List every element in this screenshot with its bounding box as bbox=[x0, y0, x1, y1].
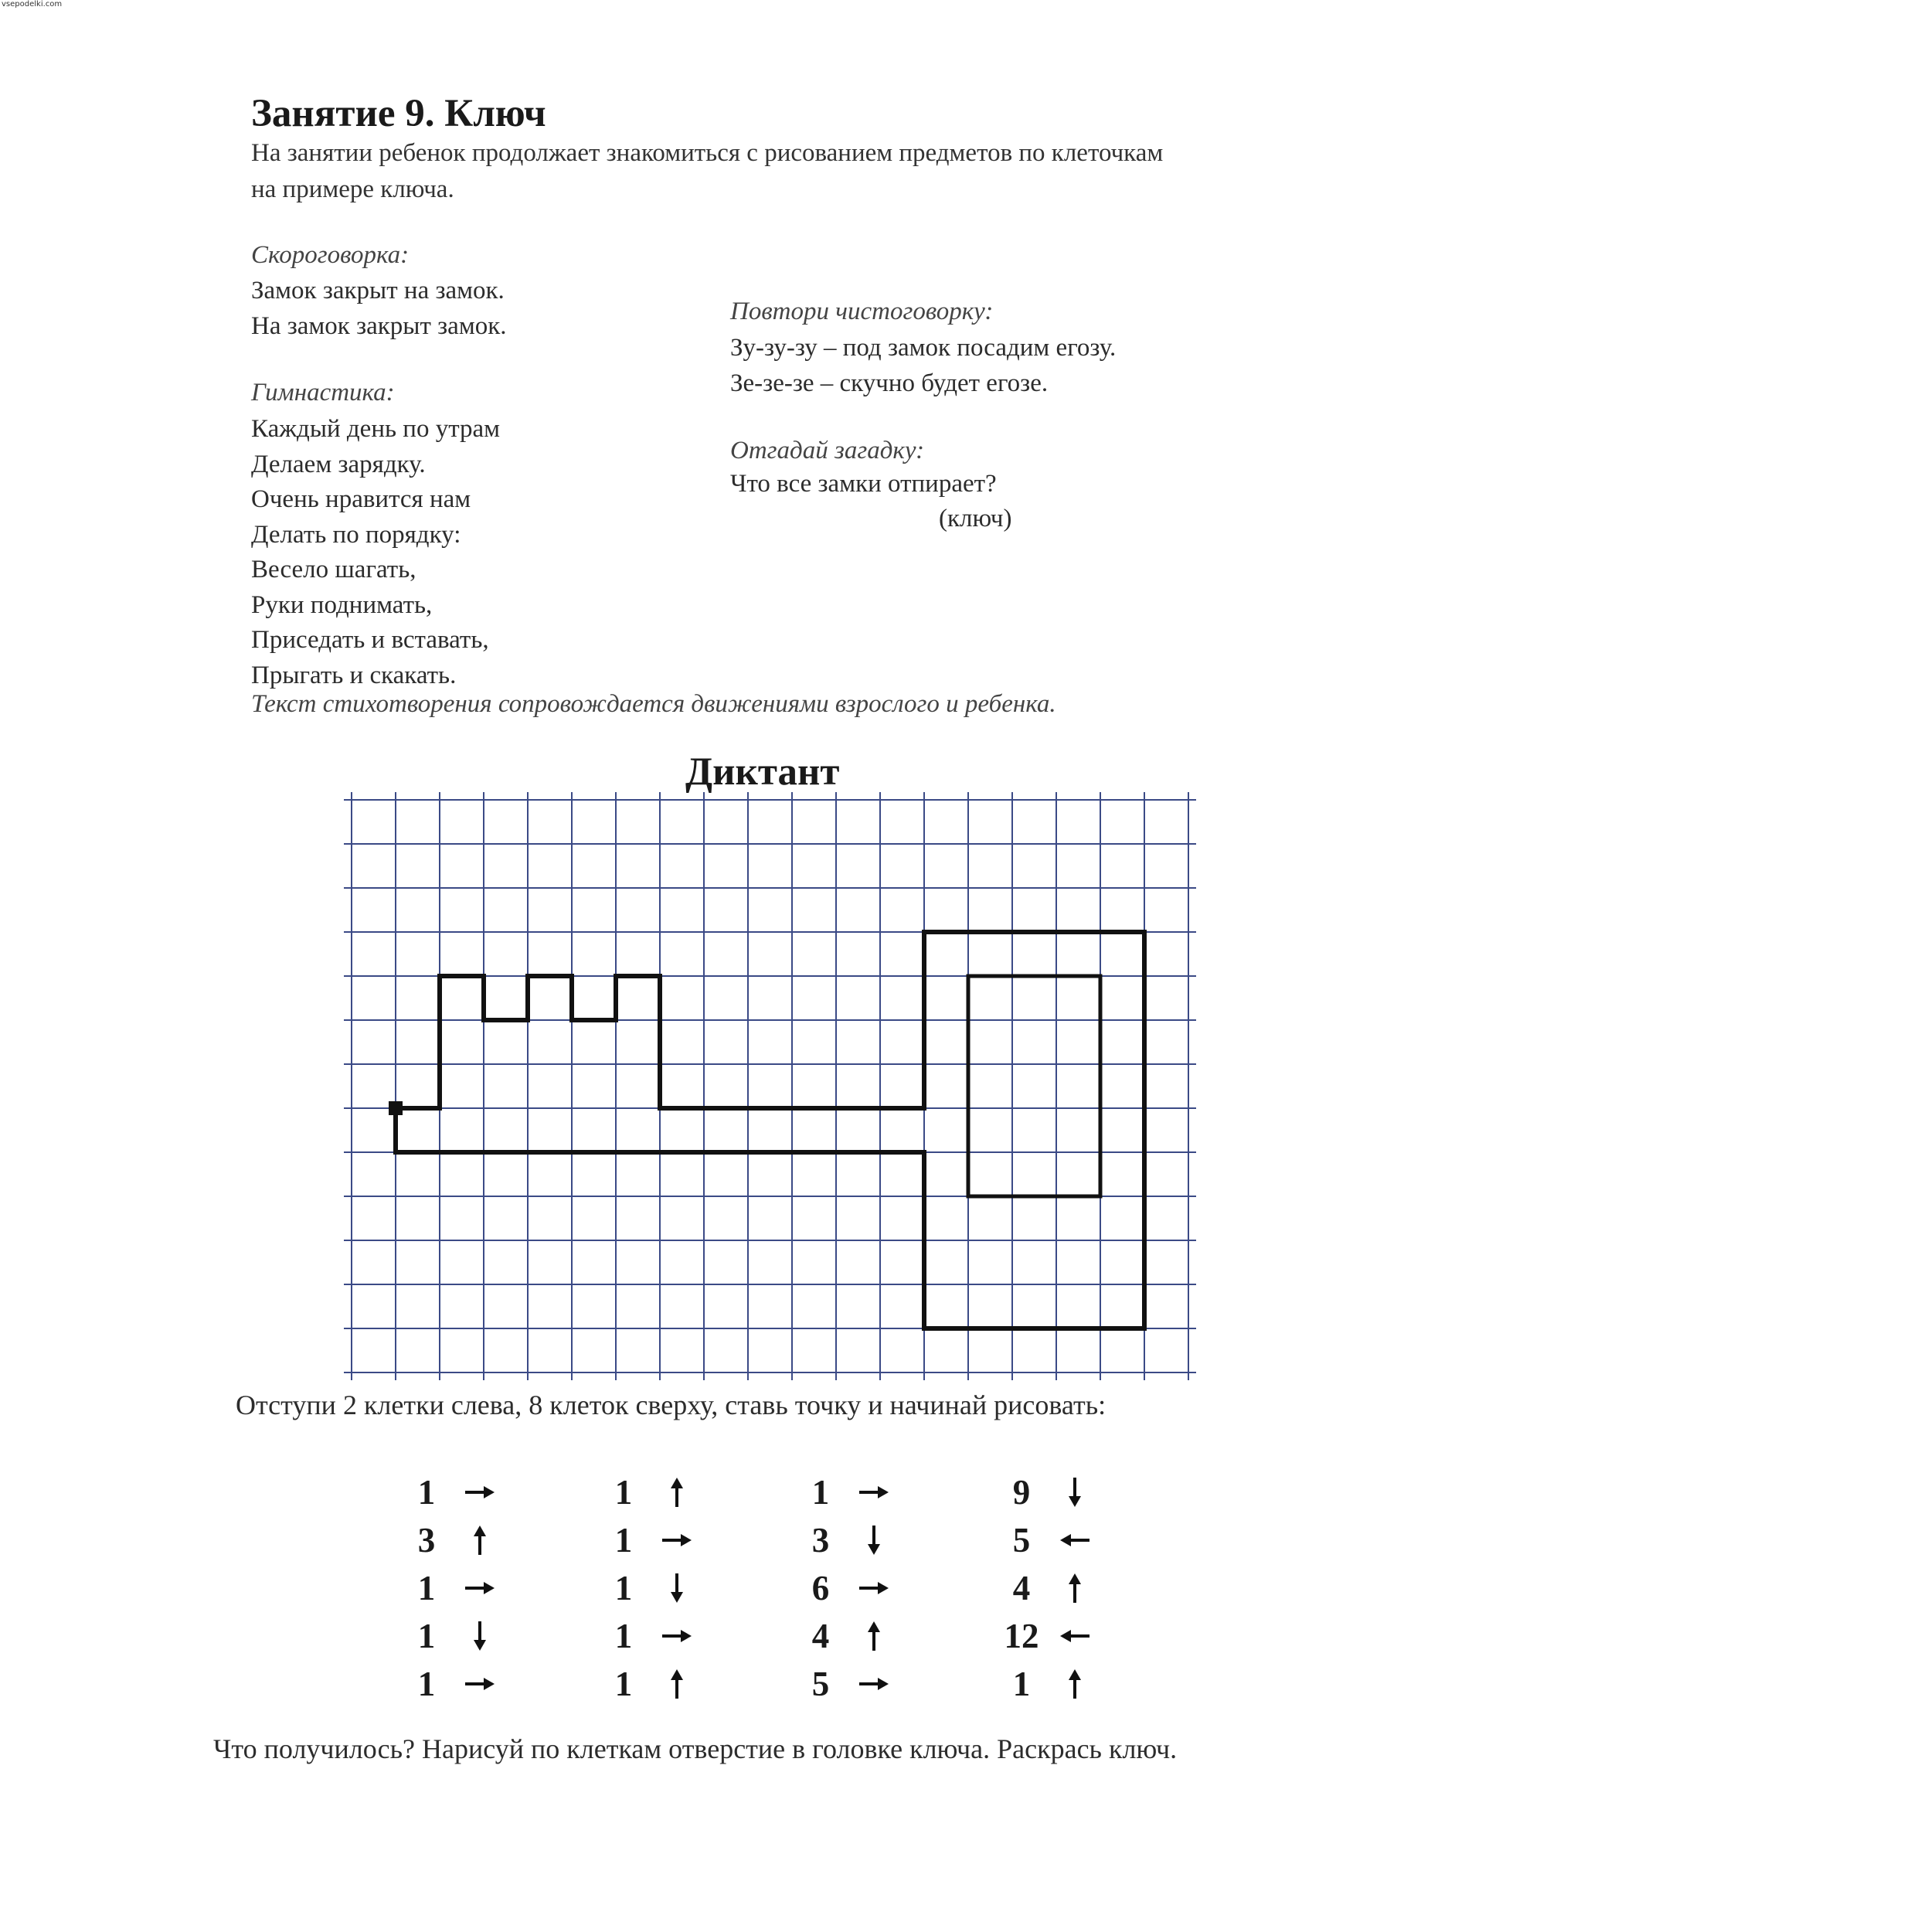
step-count: 1 bbox=[614, 1521, 633, 1560]
step-count: 1 bbox=[1012, 1665, 1031, 1703]
riddle-answer: (ключ) bbox=[939, 505, 1012, 532]
step-count: 6 bbox=[811, 1569, 830, 1607]
step-row bbox=[997, 1516, 1120, 1564]
riddle-label: Отгадай загадку: bbox=[730, 437, 925, 464]
poem-line: Весело шагать, bbox=[251, 556, 416, 583]
poem-line: Руки поднимать, bbox=[251, 590, 433, 619]
step-row bbox=[796, 1612, 920, 1660]
step-count: 1 bbox=[811, 1473, 830, 1512]
tongue-twister-line: Замок закрыт на замок. bbox=[251, 277, 505, 304]
step-row bbox=[796, 1564, 920, 1612]
step-count: 9 bbox=[1012, 1473, 1031, 1512]
step-count: 1 bbox=[417, 1617, 436, 1655]
arrow-up-icon bbox=[659, 1666, 695, 1702]
arrow-right-icon bbox=[462, 1475, 498, 1510]
step-row bbox=[402, 1612, 525, 1660]
step-row bbox=[402, 1516, 525, 1564]
step-row bbox=[997, 1468, 1120, 1516]
step-count: 4 bbox=[811, 1617, 830, 1655]
step-count: 5 bbox=[1012, 1521, 1031, 1560]
step-row bbox=[599, 1660, 722, 1708]
riddle-question: Что все замки отпирает? bbox=[730, 470, 997, 498]
repeat-line: Зу-зу-зу – под замок посадим егозу. bbox=[730, 334, 1117, 362]
poem-line: Делать по порядку: bbox=[251, 520, 461, 549]
arrow-left-icon bbox=[1057, 1618, 1093, 1654]
steps-column bbox=[402, 1468, 525, 1708]
poem-line: Очень нравится нам bbox=[251, 485, 471, 513]
step-row bbox=[599, 1516, 722, 1564]
repeat-label: Повтори чистоговорку: bbox=[730, 298, 994, 325]
step-row bbox=[402, 1660, 525, 1708]
step-count: 1 bbox=[417, 1569, 436, 1607]
step-count: 5 bbox=[811, 1665, 830, 1703]
steps-column bbox=[997, 1468, 1120, 1708]
arrow-down-icon bbox=[659, 1570, 695, 1606]
poem-line: Приседать и вставать, bbox=[251, 626, 489, 654]
poem-note: Текст стихотворения сопровождается движениями взрослого и ребенка. bbox=[251, 690, 1056, 718]
repeat-line: Зе-зе-зе – скучно будет егозе. bbox=[730, 369, 1049, 397]
step-count: 3 bbox=[417, 1521, 436, 1560]
arrow-down-icon bbox=[856, 1522, 892, 1558]
step-row bbox=[402, 1564, 525, 1612]
start-point bbox=[389, 1101, 403, 1115]
poem-line: Каждый день по утрам bbox=[251, 415, 501, 443]
arrow-up-icon bbox=[659, 1475, 695, 1510]
step-row bbox=[997, 1612, 1120, 1660]
arrow-up-icon bbox=[462, 1522, 498, 1558]
step-count: 12 bbox=[1004, 1617, 1039, 1655]
poem-line: Прыгать и скакать. bbox=[251, 661, 457, 689]
arrow-left-icon bbox=[1057, 1522, 1093, 1558]
step-count: 1 bbox=[614, 1473, 633, 1512]
intro-line: на примере ключа. bbox=[251, 175, 454, 203]
gymnastics-label: Гимнастика: bbox=[251, 379, 395, 406]
tongue-twister-line: На замок закрыт замок. bbox=[251, 311, 507, 340]
key-outline bbox=[396, 932, 1144, 1328]
steps-column bbox=[599, 1468, 722, 1708]
step-count: 1 bbox=[614, 1665, 633, 1703]
step-count: 1 bbox=[417, 1473, 436, 1512]
arrow-up-icon bbox=[1057, 1570, 1093, 1606]
intro-line: На занятии ребенок продолжает знакомиться с рисованием предметов по клеточкам bbox=[251, 139, 1164, 167]
tongue-twister-text bbox=[251, 274, 506, 344]
steps-column bbox=[796, 1468, 920, 1708]
poem-line: Делаем зарядку. bbox=[251, 450, 426, 478]
step-row bbox=[599, 1468, 722, 1516]
step-row bbox=[599, 1564, 722, 1612]
arrow-right-icon bbox=[659, 1618, 695, 1654]
dictant-title: Диктант bbox=[685, 750, 840, 794]
arrow-right-icon bbox=[856, 1666, 892, 1702]
final-question: Что получилось? Нарисуй по клеткам отверстие в головке ключа. Раскрась ключ. bbox=[213, 1733, 1178, 1764]
tongue-twister-label: Скороговорка: bbox=[251, 241, 410, 269]
arrow-right-icon bbox=[659, 1522, 695, 1558]
gymnastics-poem bbox=[251, 412, 500, 693]
dictant-instruction: Отступи 2 клетки слева, 8 клеток сверху, ставь точку и начинай рисовать: bbox=[236, 1389, 1106, 1420]
arrow-up-icon bbox=[1057, 1666, 1093, 1702]
step-count: 1 bbox=[614, 1617, 633, 1655]
arrow-right-icon bbox=[462, 1666, 498, 1702]
step-row bbox=[402, 1468, 525, 1516]
lesson-intro bbox=[251, 135, 1163, 208]
step-row bbox=[997, 1660, 1120, 1708]
step-row bbox=[796, 1468, 920, 1516]
step-count: 3 bbox=[811, 1521, 830, 1560]
lesson-title: Занятие 9. Ключ bbox=[251, 92, 546, 135]
arrow-down-icon bbox=[1057, 1475, 1093, 1510]
arrow-up-icon bbox=[856, 1618, 892, 1654]
step-count: 1 bbox=[417, 1665, 436, 1703]
step-count: 4 bbox=[1012, 1569, 1031, 1607]
site-watermark: vsepodelki.com bbox=[2, 0, 63, 9]
key-hole bbox=[968, 976, 1100, 1196]
arrow-right-icon bbox=[856, 1475, 892, 1510]
step-row bbox=[796, 1660, 920, 1708]
repeat-text bbox=[730, 331, 1116, 401]
arrow-down-icon bbox=[462, 1618, 498, 1654]
graph-paper-grid bbox=[340, 788, 1205, 1383]
step-row bbox=[599, 1612, 722, 1660]
arrow-right-icon bbox=[462, 1570, 498, 1606]
arrow-right-icon bbox=[856, 1570, 892, 1606]
step-row bbox=[796, 1516, 920, 1564]
step-row bbox=[997, 1564, 1120, 1612]
step-count: 1 bbox=[614, 1569, 633, 1607]
